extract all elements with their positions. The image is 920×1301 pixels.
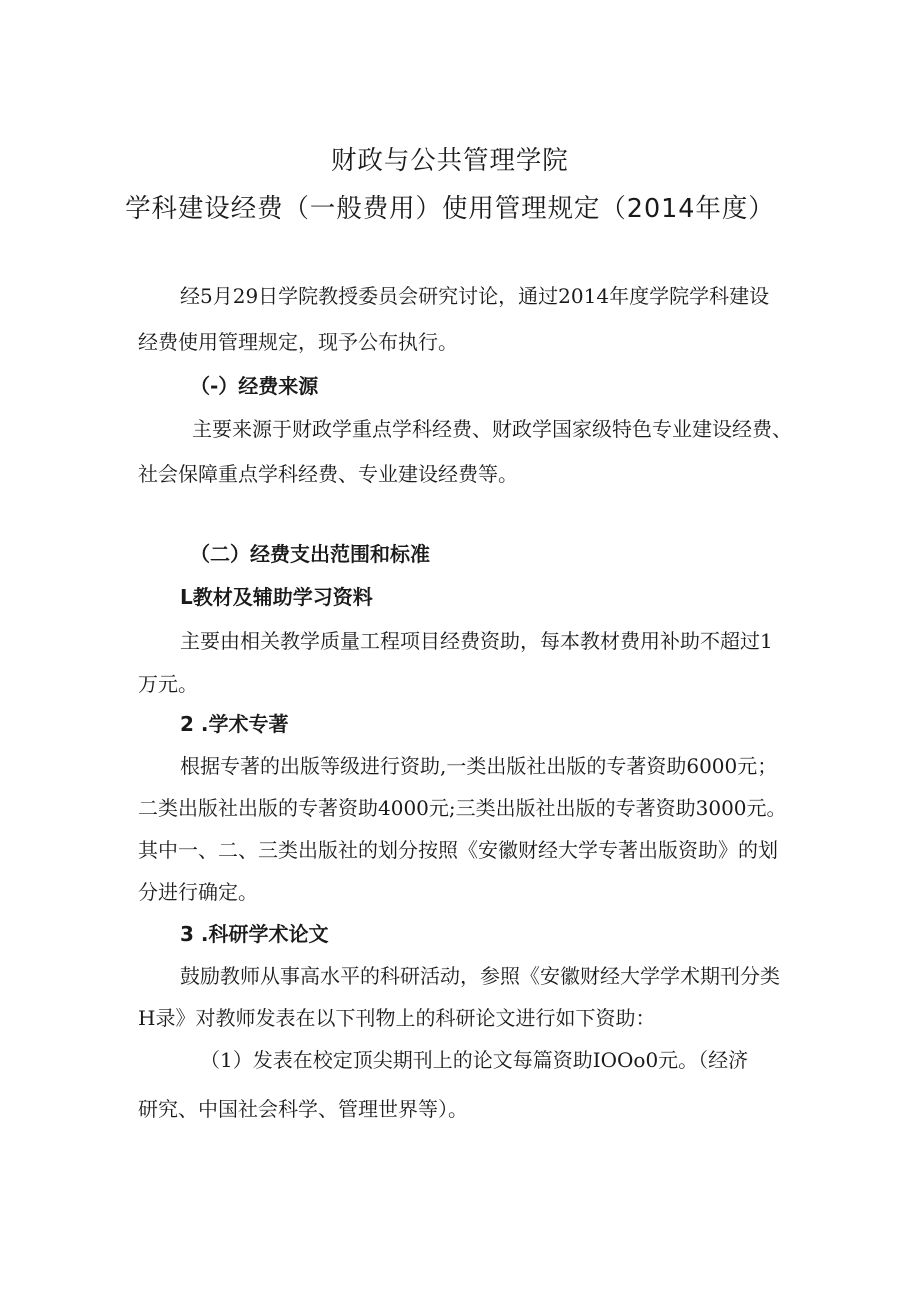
document-title-line2: 学科建设经费（一般费用）使用管理规定（2014年度） [125, 194, 775, 224]
intro-line-2: 经费使用管理规定，现予公布执行。 [138, 330, 458, 354]
item3-line-3: （1）发表在校定顶尖期刊上的论文每篇资助IOOo0元。（经济 [200, 1048, 749, 1072]
item2-line-2: 二类出版社出版的专著资助4000元;三类出版社出版的专著资助3000元。 [138, 796, 787, 820]
section1-heading: （-）经费来源 [190, 374, 319, 398]
item2-line-4: 分进行确定。 [138, 880, 258, 904]
item3-line-4: 研究、中国社会科学、管理世界等）。 [138, 1097, 468, 1121]
section1-line-1: 主要来源于财政学重点学科经费、财政学国家级特色专业建设经费、 [192, 417, 792, 441]
item3-heading: 3 .科研学术论文 [180, 922, 329, 946]
item2-line-1: 根据专著的出版等级进行资助,一类出版社出版的专著资助6000元； [180, 754, 778, 778]
section2-heading: （二）经费支出范围和标准 [190, 542, 430, 566]
item1-line-1: 主要由相关教学质量工程项目经费资助，每本教材费用补助不超过1 [180, 629, 773, 653]
item3-line-1: 鼓励教师从事高水平的科研活动，参照《安徽财经大学学术期刊分类 [180, 964, 780, 988]
item3-line-2: H录》对教师发表在以下刊物上的科研论文进行如下资助： [138, 1006, 656, 1030]
item1-heading: L教材及辅助学习资料 [180, 585, 373, 609]
item1-line-2: 万元。 [138, 672, 198, 696]
item2-heading: 2 .学术专著 [180, 712, 289, 736]
document-title-line1: 财政与公共管理学院 [331, 146, 569, 176]
item2-line-3: 其中一、二、三类出版社的划分按照《安徽财经大学专著出版资助》的划 [138, 838, 778, 862]
intro-line-1: 经5月29日学院教授委员会研究讨论，通过2014年度学院学科建设 [180, 284, 770, 308]
section1-line-2: 社会保障重点学科经费、专业建设经费等。 [138, 462, 518, 486]
